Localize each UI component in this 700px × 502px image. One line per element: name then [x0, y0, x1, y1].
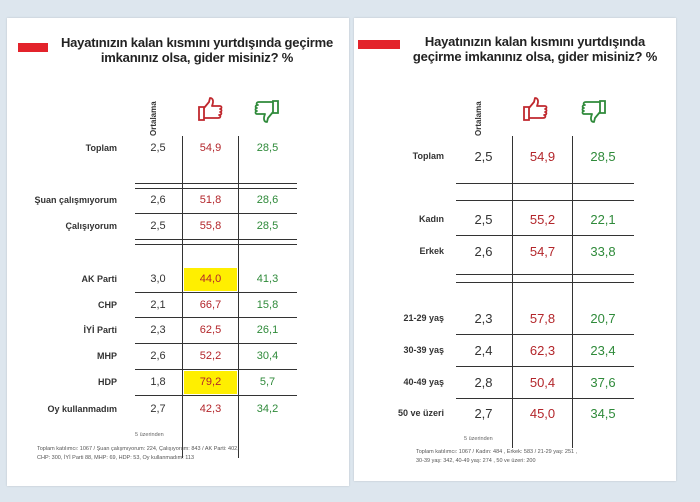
row-label: Toplam — [412, 151, 444, 161]
left-title-line1: Hayatınızın kalan kısmını yurtdışında geçirme — [60, 35, 334, 50]
average-value: 1,8 — [150, 376, 166, 388]
red-accent-bar — [18, 43, 48, 52]
average-value: 2,6 — [150, 194, 166, 206]
table-row — [7, 398, 349, 421]
yes-value: 54,9 — [199, 142, 222, 154]
row-divider — [135, 239, 297, 240]
yes-value-highlighted: 79,2 — [184, 371, 237, 394]
left-footnote-line2: CHP: 300, İYİ Parti 88, MHP: 69, HDP: 53, Oy kullanmadım: 113 — [37, 455, 195, 461]
yes-value: 55,8 — [199, 220, 222, 232]
table-row — [354, 367, 676, 398]
row-divider — [456, 200, 634, 201]
left-survey-panel — [7, 18, 349, 486]
row-label: Çalışıyorum — [65, 221, 117, 231]
yes-value: 62,3 — [529, 343, 556, 358]
average-value: 2,7 — [474, 406, 493, 421]
row-label: CHP — [97, 300, 117, 310]
no-value: 26,1 — [256, 324, 279, 336]
left-title — [52, 35, 342, 65]
no-value: 22,1 — [590, 212, 616, 227]
right-footnote — [416, 448, 671, 466]
no-value: 28,5 — [256, 220, 279, 232]
right-title-line1: Hayatınızın kalan kısmını yurtdışında — [424, 34, 646, 49]
row-divider — [135, 292, 297, 293]
row-divider — [135, 213, 297, 214]
no-value: 20,7 — [590, 311, 616, 326]
table-row — [354, 398, 676, 429]
row-divider — [135, 244, 297, 245]
row-label: Toplam — [85, 143, 117, 153]
row-divider — [456, 274, 634, 275]
no-value: 5,7 — [259, 376, 276, 388]
no-value: 37,6 — [590, 375, 616, 390]
row-label: Oy kullanmadım — [47, 404, 117, 414]
right-average-header: Ortalama — [474, 101, 483, 136]
row-label: 50 ve üzeri — [397, 408, 444, 418]
right-title — [400, 34, 670, 64]
row-label: Erkek — [419, 246, 444, 256]
table-row — [7, 215, 349, 238]
yes-value: 66,7 — [199, 299, 222, 311]
thumbs-up-icon — [521, 96, 549, 122]
table-row — [354, 236, 676, 267]
average-value: 2,6 — [150, 350, 166, 362]
yes-value: 57,8 — [529, 311, 556, 326]
row-divider — [135, 369, 297, 370]
no-value: 34,2 — [256, 403, 279, 415]
row-label: Şuan çalışmıyorum — [34, 195, 117, 205]
right-survey-panel — [354, 18, 676, 481]
row-divider — [456, 282, 634, 283]
row-divider — [456, 183, 634, 184]
no-value: 28,5 — [256, 142, 279, 154]
table-row — [7, 294, 349, 317]
right-title-line2: geçirme imkanınız olsa, gider misiniz? % — [412, 49, 658, 64]
scale-note: 5 üzerinden — [464, 436, 493, 442]
yes-value: 55,2 — [529, 212, 556, 227]
table-row — [354, 335, 676, 366]
average-value: 2,1 — [150, 299, 166, 311]
row-label: HDP — [97, 377, 117, 387]
average-value: 2,4 — [474, 343, 493, 358]
no-value: 34,5 — [590, 406, 616, 421]
no-value: 28,5 — [590, 149, 616, 164]
average-value: 2,3 — [474, 311, 493, 326]
row-label: İYİ Parti — [83, 325, 117, 335]
average-value: 2,7 — [150, 403, 166, 415]
table-row — [354, 303, 676, 334]
row-label: MHP — [97, 351, 117, 361]
left-average-header: Ortalama — [149, 101, 158, 136]
row-label: 40-49 yaş — [403, 377, 444, 387]
average-value: 2,5 — [474, 149, 493, 164]
row-divider — [135, 317, 297, 318]
left-footnote — [37, 445, 347, 463]
row-label: Kadın — [418, 214, 444, 224]
yes-value: 52,2 — [199, 350, 222, 362]
thumbs-down-icon — [580, 98, 608, 124]
right-footnote-line1: Toplam katılımcı: 1067 / Kadın: 484 , Erkek: 583 / 21-29 yaş: 251 , — [416, 449, 578, 455]
yes-value: 54,7 — [529, 244, 556, 259]
row-label: 21-29 yaş — [403, 313, 444, 323]
row-label: AK Parti — [81, 274, 117, 284]
table-row — [7, 189, 349, 212]
left-title-line2: imkanınız olsa, gider misiniz? % — [100, 50, 294, 65]
right-footnote-line2: 30-39 yaş: 342, 40-49 yaş: 274 , 50 ve üzeri: 200 — [416, 458, 536, 464]
average-value: 3,0 — [150, 273, 166, 285]
table-row — [7, 268, 349, 291]
yes-value: 50,4 — [529, 375, 556, 390]
average-value: 2,5 — [150, 142, 166, 154]
red-accent-bar — [358, 40, 400, 49]
average-value: 2,6 — [474, 244, 493, 259]
table-row — [354, 204, 676, 235]
no-value: 41,3 — [256, 273, 279, 285]
scale-note: 5 üzerinden — [135, 432, 164, 438]
no-value: 23,4 — [590, 343, 616, 358]
no-value: 30,4 — [256, 350, 279, 362]
left-footnote-line1: Toplam katılımcı: 1067 / Şuan çalışmıyorum: 224, Çalışıyorum: 843 / AK Parti: 402, — [37, 446, 239, 452]
no-value: 33,8 — [590, 244, 616, 259]
average-value: 2,5 — [150, 220, 166, 232]
yes-value: 42,3 — [199, 403, 222, 415]
no-value: 15,8 — [256, 299, 279, 311]
row-divider — [135, 183, 297, 184]
row-divider — [135, 395, 297, 396]
average-value: 2,8 — [474, 375, 493, 390]
yes-value: 54,9 — [529, 149, 556, 164]
no-value: 28,6 — [256, 194, 279, 206]
row-label: 30-39 yaş — [403, 345, 444, 355]
thumbs-up-icon — [196, 96, 224, 122]
table-row — [7, 319, 349, 342]
average-value: 2,3 — [150, 324, 166, 336]
thumbs-down-icon — [253, 98, 281, 124]
yes-value-highlighted: 44,0 — [184, 268, 237, 291]
table-row — [7, 137, 349, 160]
table-row — [7, 345, 349, 368]
yes-value: 62,5 — [199, 324, 222, 336]
average-value: 2,5 — [474, 212, 493, 227]
table-row — [7, 371, 349, 394]
table-row — [354, 141, 676, 172]
row-divider — [135, 343, 297, 344]
yes-value: 45,0 — [529, 406, 556, 421]
yes-value: 51,8 — [199, 194, 222, 206]
